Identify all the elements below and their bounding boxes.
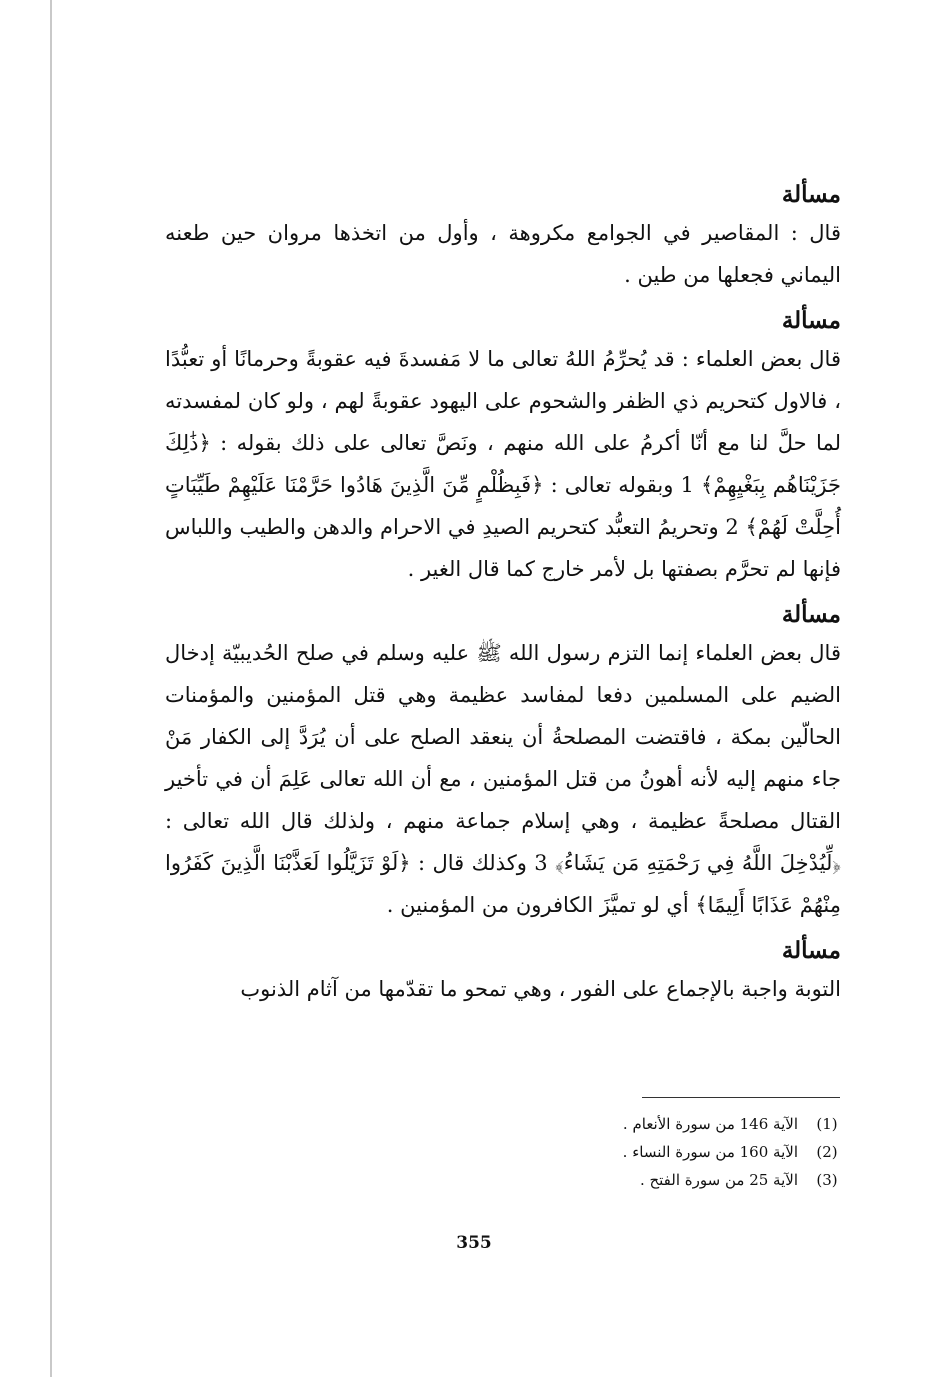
footnote-number: (3) (816, 1171, 838, 1189)
section-paragraph: التوبة واجبة بالإجماع على الفور ، وهي تمحو ما تقدّمها من آثام الذنوب (240, 977, 841, 1001)
section-paragraph: قال : المقاصير في الجوامع مكروهة ، وأول من اتخذها مروان حين طعنه اليماني فجعلها من طين . (165, 221, 841, 287)
footnote-item (470, 1138, 840, 1166)
section-heading: مسألة (781, 307, 841, 334)
issue-section-3 (165, 598, 841, 926)
page-binding-edge (50, 0, 52, 1377)
page-body (165, 178, 841, 1018)
footnote-number: (2) (816, 1143, 838, 1161)
issue-section-1 (165, 178, 841, 296)
footnotes-list (470, 1110, 840, 1194)
section-heading: مسألة (781, 181, 841, 208)
footnote-number: (1) (816, 1115, 838, 1133)
footnote-item (470, 1166, 840, 1194)
section-heading: مسألة (781, 601, 841, 628)
footnote-item (470, 1110, 840, 1138)
section-heading: مسألة (781, 937, 841, 964)
footnote-text: الآية 160 من سورة النساء . (622, 1143, 798, 1161)
issue-section-2 (165, 304, 841, 590)
section-paragraph: قال بعض العلماء : قد يُحرِّمُ اللهُ تعالى ما لا مَفسدةَ فيه عقوبةً وحرمانًا أو تعبُّدًا ، فالاول كتحريم ذي الظفر والشحوم على اليهود عقوبةً لهم ، ولو كان لمفسدته لما حلَّ لنا مع أنّا أكرمُ على الله منهم ، ونَصَّ تعالى على ذلك بقوله : ﴿ذَٰلِكَ جَزَيْنَاهُم بِبَغْيِهِمْ﴾ 1 وبقوله تعالى : ﴿فَبِظُلْمٍ مِّنَ الَّذِينَ هَادُوا حَرَّمْنَا عَلَيْهِمْ طَيِّبَاتٍ أُحِلَّتْ لَهُمْ﴾ 2 وتحريمُ التعبُّد كتحريم الصيدِ في الاحرام والدهن والطيب واللباس فإنها لم تحرَّم بصفتها بل لأمر خارج كما قال الغير . (165, 347, 841, 581)
footnote-separator (642, 1097, 840, 1098)
page-number: 355 (456, 1233, 492, 1253)
footnote-text: الآية 25 من سورة الفتح . (639, 1171, 798, 1189)
footnote-text: الآية 146 من سورة الأنعام . (622, 1115, 798, 1133)
issue-section-4 (165, 934, 841, 1010)
section-paragraph: قال بعض العلماء إنما التزم رسول الله ﷺ عليه وسلم في صلح الحُديبيّة إدخال الضيم على المسلمين دفعا لمفاسد عظيمة وهي قتل المؤمنين والمؤمنات الحالّين بمكة ، فاقتضت المصلحةُ أن ينعقد الصلح على أن يُرَدَّ إلى الكفار مَنْ جاء منهم إليه لأنه أهونُ من قتل المؤمنين ، مع أن الله تعالى عَلِمَ أن في تأخير القتال مصلحةً عظيمة ، وهي إسلام جماعة منهم ، ولذلك قال الله تعالى : ﴿لِّيُدْخِلَ اللَّهُ فِي رَحْمَتِهِ مَن يَشَاءُ﴾ 3 وكذلك قال : ﴿لَوْ تَزَيَّلُوا لَعَذَّبْنَا الَّذِينَ كَفَرُوا مِنْهُمْ عَذَابًا أَلِيمًا﴾ أي لو تميَّزَ الكافرون من المؤمنين . (165, 641, 842, 917)
